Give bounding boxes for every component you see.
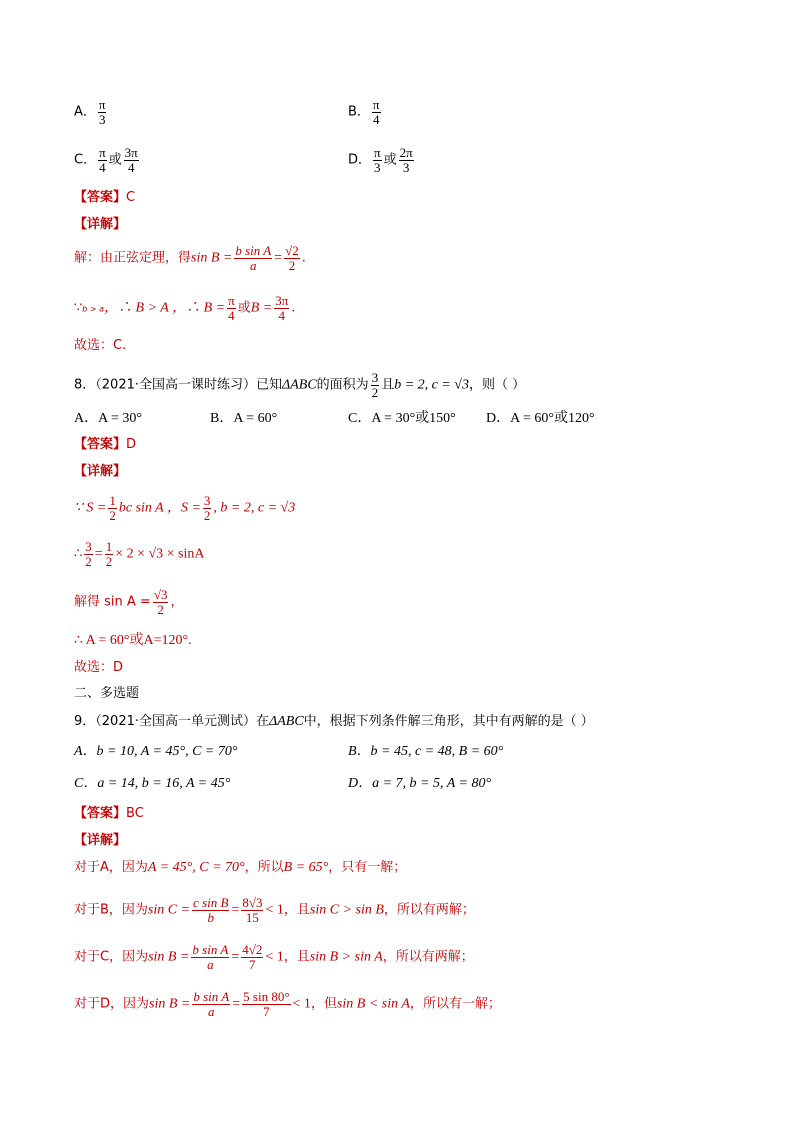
fraction-numerator: 8√3 (242, 895, 263, 910)
fraction-numerator: c sin B (193, 895, 229, 910)
fraction-denominator: 4 (278, 307, 285, 323)
text-segment: 或 (383, 152, 397, 168)
text-segment: 且 (381, 377, 395, 393)
q7-choice (74, 337, 126, 355)
text-segment: = (274, 250, 283, 266)
text-segment: ∴ (74, 546, 83, 562)
fraction (153, 588, 169, 616)
fraction-numerator: 3 (371, 370, 379, 385)
fraction (371, 371, 380, 399)
section-heading (74, 685, 139, 703)
text-segment: ，所以有两解； (383, 902, 475, 918)
text-segment: sin C > sin B (309, 902, 384, 918)
text-segment: A = 45°, C = 70° (147, 860, 245, 875)
fraction-numerator: 4√2 (242, 942, 263, 957)
fraction-numerator: 3 (203, 493, 211, 508)
text-segment: = (231, 949, 240, 965)
fraction-denominator: 15 (245, 909, 259, 925)
fraction-numerator: π (374, 145, 381, 160)
fraction-denominator: 2 (85, 553, 92, 569)
fraction (192, 896, 229, 924)
fraction-denominator: 3 (402, 159, 410, 175)
fraction-numerator: π (372, 97, 380, 112)
fraction (203, 494, 212, 522)
fraction-denominator: 2 (105, 553, 113, 569)
q9-solution-c (74, 943, 474, 971)
fraction-numerator: 3π (124, 145, 138, 160)
text-segment: 或 (108, 152, 122, 168)
fraction-numerator: √2 (285, 243, 299, 258)
fraction-numerator: 2π (399, 145, 413, 160)
q7-solution-line-2 (74, 294, 295, 322)
text-segment: 【详解】 (74, 833, 127, 848)
fraction-denominator: 2 (203, 507, 211, 523)
text-segment: = (232, 996, 241, 1012)
q8-solution-line-1 (74, 494, 295, 522)
fraction (234, 244, 272, 272)
q9-solution-d (74, 990, 501, 1018)
text-segment: C (126, 190, 136, 205)
text-segment: 故选：D (74, 660, 124, 675)
q7-option-c (74, 146, 141, 174)
fraction (241, 896, 263, 924)
text-segment: . (301, 250, 306, 266)
text-segment: 9．（2021·全国高一单元测试）在 (74, 714, 269, 729)
fraction-denominator: 4 (127, 159, 135, 175)
text-segment: ∵ S = (74, 500, 107, 516)
q8-choice (74, 659, 123, 677)
q7-option-a (74, 98, 108, 126)
fraction (192, 990, 230, 1018)
fraction (241, 943, 263, 971)
fraction (242, 990, 290, 1018)
q9-answer (74, 805, 144, 823)
text-segment: < 1 (265, 902, 284, 918)
q9-stem (74, 713, 594, 731)
text-segment: sin C = (147, 902, 191, 918)
text-segment: ，所以 (244, 860, 284, 875)
text-segment: b = 2, c = √3 (394, 377, 469, 393)
text-segment: A．b = 10, A = 45°, C = 70° (74, 744, 238, 759)
text-segment: ，且 (283, 902, 310, 918)
q9-option-b (348, 743, 503, 761)
text-segment: D． (348, 152, 372, 168)
q8-option-d: D．A = 60°或120° (486, 411, 595, 426)
q9-detail-tag (74, 832, 126, 850)
fraction-denominator: 2 (371, 384, 379, 400)
fraction-numerator: √3 (153, 587, 168, 602)
fraction (98, 98, 107, 126)
fraction-numerator: b sin A (193, 989, 230, 1004)
fraction-denominator: 2 (157, 601, 164, 617)
q7-answer (74, 189, 135, 207)
q9-solution-a (74, 859, 406, 877)
text-segment: 对于D，因为 (74, 996, 150, 1012)
text-segment: 对于A，因为 (74, 860, 148, 875)
fraction (274, 294, 289, 322)
q8-solution-line-2 (74, 540, 205, 568)
text-segment: < 1 (265, 949, 284, 965)
q8-stem (74, 371, 525, 399)
text-segment: = (94, 546, 103, 562)
text-segment: B = (250, 300, 273, 316)
fraction-numerator: 1 (105, 539, 113, 554)
fraction-denominator: 4 (99, 159, 106, 175)
text-segment: B = 65° (283, 860, 329, 875)
fraction-numerator: b sin A (235, 243, 272, 258)
fraction (373, 146, 382, 174)
fraction (191, 943, 229, 971)
text-segment: D．a = 7, b = 5, A = 80° (348, 776, 492, 791)
text-segment: 【详解】 (74, 464, 127, 479)
q8-solution-line-3 (74, 588, 183, 616)
fraction-denominator: 2 (288, 257, 296, 273)
text-segment: < 1 (292, 996, 311, 1012)
text-segment: = (231, 902, 240, 918)
text-segment: 二、多选题 (74, 686, 140, 701)
fraction-denominator: 2 (109, 507, 116, 523)
fraction (108, 494, 117, 522)
q9-solution-b (74, 896, 475, 924)
text-segment: C． (74, 152, 97, 168)
fraction-numerator: 3 (85, 539, 92, 554)
text-segment: ，只有一解； (328, 860, 407, 875)
text-segment: 故选：C. (74, 338, 127, 353)
q8-solution-line-4 (74, 632, 192, 650)
text-segment: B．b = 45, c = 48, B = 60° (348, 744, 504, 759)
text-segment: sin B = (149, 996, 191, 1012)
fraction-denominator: a (208, 1003, 215, 1019)
text-segment: BC (126, 806, 144, 821)
fraction-denominator: 4 (372, 111, 380, 127)
text-segment: sin B < sin A (336, 996, 410, 1012)
text-segment: 【详解】 (74, 217, 127, 232)
text-segment: sin B = (148, 949, 190, 965)
text-segment: ，所以有两解； (382, 949, 474, 965)
text-segment: 的面积为 (316, 377, 369, 393)
fraction-denominator: a (207, 956, 214, 972)
text-segment: D (126, 437, 137, 452)
fraction (399, 146, 414, 174)
fraction-numerator: 1 (109, 493, 116, 508)
text-segment: ，∴ B > A ，∴ B = (104, 300, 226, 316)
text-segment: ，但 (310, 996, 337, 1012)
text-segment: 8．（2021·全国高一课时练习）已知 (74, 377, 282, 393)
text-segment: 【答案】 (74, 806, 127, 821)
text-segment: ，且 (283, 949, 310, 965)
text-segment: bc sin A ，S = (118, 500, 201, 516)
fraction (98, 146, 107, 174)
fraction-denominator: 3 (374, 159, 381, 175)
fraction (105, 540, 114, 568)
fraction (124, 146, 139, 174)
q8-answer (74, 436, 136, 454)
text-segment: . (291, 300, 296, 316)
text-segment: b > a (82, 304, 105, 314)
fraction-denominator: 7 (249, 956, 256, 972)
fraction-numerator: b sin A (192, 942, 229, 957)
text-segment: 中，根据下列条件解三角形，其中有两解的是（ ） (303, 714, 594, 729)
text-segment: ∵ (74, 300, 83, 316)
text-segment: sin B = (191, 250, 233, 266)
text-segment: , b = 2, c = √3 (213, 500, 296, 516)
text-segment: × 2 × √3 × sinA (115, 546, 205, 562)
q7-detail-tag (74, 216, 126, 234)
q9-option-c (74, 775, 230, 793)
fraction-numerator: π (228, 293, 235, 308)
text-segment: C．a = 14, b = 16, A = 45° (74, 776, 231, 791)
fraction (227, 294, 236, 322)
q7-option-b (348, 98, 383, 126)
fraction (284, 244, 300, 272)
text-segment: ，所以有一解； (409, 996, 501, 1012)
fraction-denominator: 4 (228, 307, 235, 323)
fraction (84, 540, 93, 568)
text-segment: ∴ A = 60°或A=120°. (74, 633, 192, 648)
q7-option-d (348, 146, 416, 174)
text-segment: ， (170, 594, 184, 610)
q8-detail-tag (74, 463, 126, 481)
q8-option-c: C．A = 30°或150° (348, 411, 456, 426)
q9-option-d (348, 775, 491, 793)
fraction-numerator: 5 sin 80° (243, 989, 290, 1004)
text-segment: 【答案】 (74, 190, 127, 205)
fraction-numerator: π (99, 145, 106, 160)
q8-option-b: B．A = 60° (210, 411, 278, 426)
q8-option-a: A．A = 30° (74, 411, 142, 426)
text-segment: 对于B，因为 (74, 902, 148, 918)
text-segment: ΔABC (269, 714, 304, 729)
text-segment: 或 (237, 300, 251, 316)
fraction-denominator: 3 (98, 111, 106, 127)
text-segment: A． (74, 104, 96, 120)
q7-solution-line-1 (74, 244, 306, 272)
fraction-denominator: 7 (263, 1003, 270, 1019)
fraction (372, 98, 381, 126)
text-segment: 解：由正弦定理，得 (74, 250, 192, 266)
text-segment: 【答案】 (74, 437, 127, 452)
fraction-numerator: π (98, 97, 106, 112)
text-segment: ，则（ ） (469, 377, 526, 393)
fraction-denominator: b (207, 909, 214, 925)
fraction-numerator: 3π (275, 293, 289, 308)
text-segment: ΔABC (282, 377, 317, 393)
text-segment: 解得 sin A = (74, 594, 151, 610)
q9-option-a (74, 743, 237, 761)
text-segment: B． (348, 104, 370, 120)
text-segment: 对于C，因为 (74, 949, 149, 965)
text-segment: sin B > sin A (309, 949, 383, 965)
fraction-denominator: a (250, 257, 257, 273)
